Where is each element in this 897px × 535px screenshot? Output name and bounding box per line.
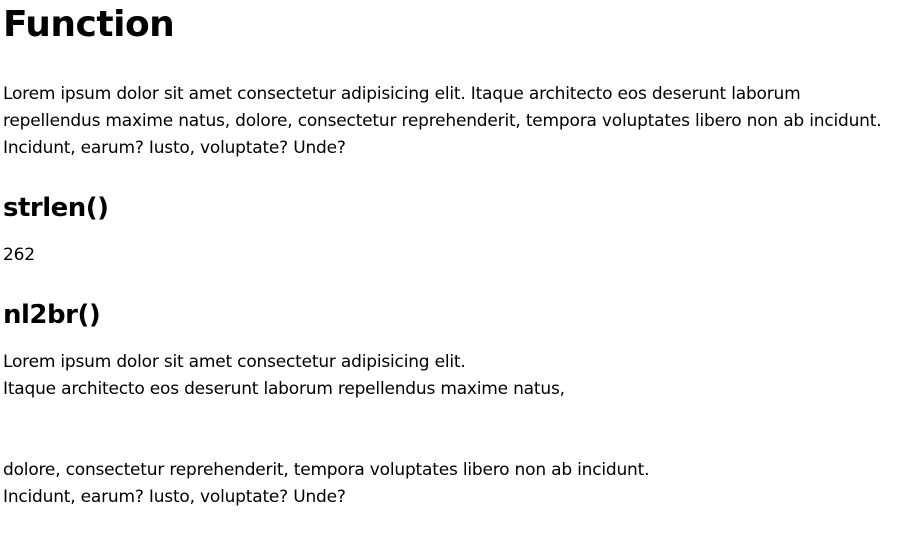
strlen-heading: strlen() [3, 193, 109, 223]
nl2br-line: Incidunt, earum? Iusto, voluptate? Unde? [3, 487, 346, 507]
nl2br-blank-line [3, 430, 894, 457]
nl2br-output [3, 349, 894, 511]
strlen-value: 262 [3, 245, 35, 265]
nl2br-line: Itaque architecto eos deserunt laborum repellendus maxime natus, [3, 379, 565, 399]
page-title: Function [3, 4, 175, 45]
nl2br-line: dolore, consectetur reprehenderit, tempora voluptates libero non ab incidunt. [3, 460, 650, 480]
nl2br-blank-line [3, 403, 894, 430]
nl2br-heading: nl2br() [3, 300, 101, 330]
intro-paragraph: Lorem ipsum dolor sit amet consectetur adipisicing elit. Itaque architecto eos deserunt laborum repellendus maxime natus, dolore, consectetur reprehenderit, tempora voluptates libero non ab incidunt. Incidunt, earum? Iusto, voluptate? Unde? [3, 84, 882, 158]
nl2br-line: Lorem ipsum dolor sit amet consectetur adipisicing elit. [3, 352, 466, 372]
